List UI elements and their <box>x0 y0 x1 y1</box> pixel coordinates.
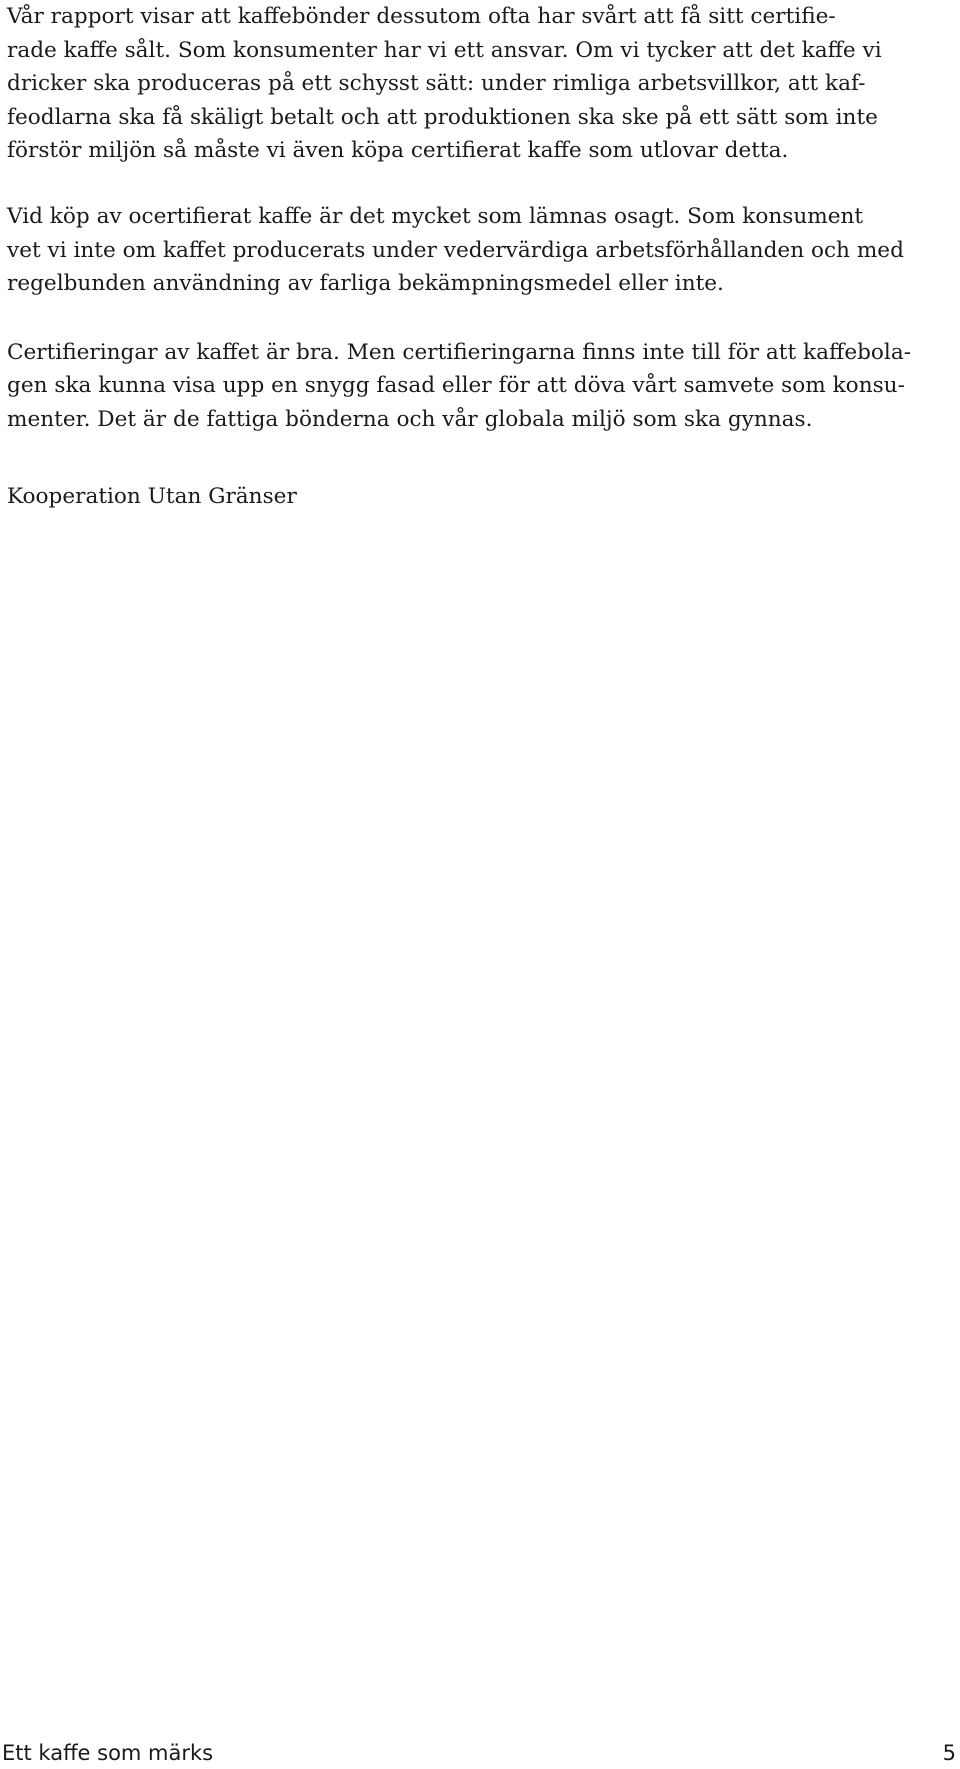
footer-document-title: Ett kaffe som märks <box>2 1741 214 1765</box>
paragraph-report-findings <box>7 0 953 168</box>
document-body <box>7 0 953 513</box>
paragraph-uncertified-coffee <box>7 200 953 301</box>
text-line: förstör miljön så måste vi även köpa certifierat kaffe som utlovar detta. <box>7 138 789 164</box>
paragraph-spacer <box>7 301 953 336</box>
paragraph-spacer <box>7 437 953 480</box>
text-line: Vid köp av ocertifierat kaffe är det mycket som lämnas osagt. Som konsument <box>7 203 864 229</box>
text-line: Certifieringar av kaffet är bra. Men certifieringarna finns inte till för att kaffebola- <box>7 339 912 365</box>
text-line: dricker ska produceras på ett schysst sätt: under rimliga arbetsvillkor, att kaf- <box>7 71 866 97</box>
text-line: vet vi inte om kaffet producerats under vedervärdiga arbetsförhållanden och med <box>7 237 904 263</box>
page-number: 5 <box>942 1741 956 1765</box>
text-line: regelbunden användning av farliga bekämpningsmedel eller inte. <box>7 271 724 297</box>
signature <box>7 480 953 514</box>
text-line: feodlarna ska få skäligt betalt och att produktionen ska ske på ett sätt som inte <box>7 104 878 130</box>
text-line: menter. Det är de fattiga bönderna och vår globala miljö som ska gynnas. <box>7 406 813 432</box>
paragraph-certifications <box>7 336 953 437</box>
text-line: gen ska kunna visa upp en snygg fasad eller för att döva vårt samvete som konsu- <box>7 373 905 399</box>
page-footer <box>0 1737 960 1769</box>
paragraph-spacer <box>7 168 953 200</box>
text-line: rade kaffe sålt. Som konsumenter har vi ett ansvar. Om vi tycker att det kaffe vi <box>7 37 882 63</box>
text-line: Vår rapport visar att kaffebönder dessutom ofta har svårt att få sitt certifie- <box>7 4 836 29</box>
signature-text: Kooperation Utan Gränser <box>7 483 297 509</box>
